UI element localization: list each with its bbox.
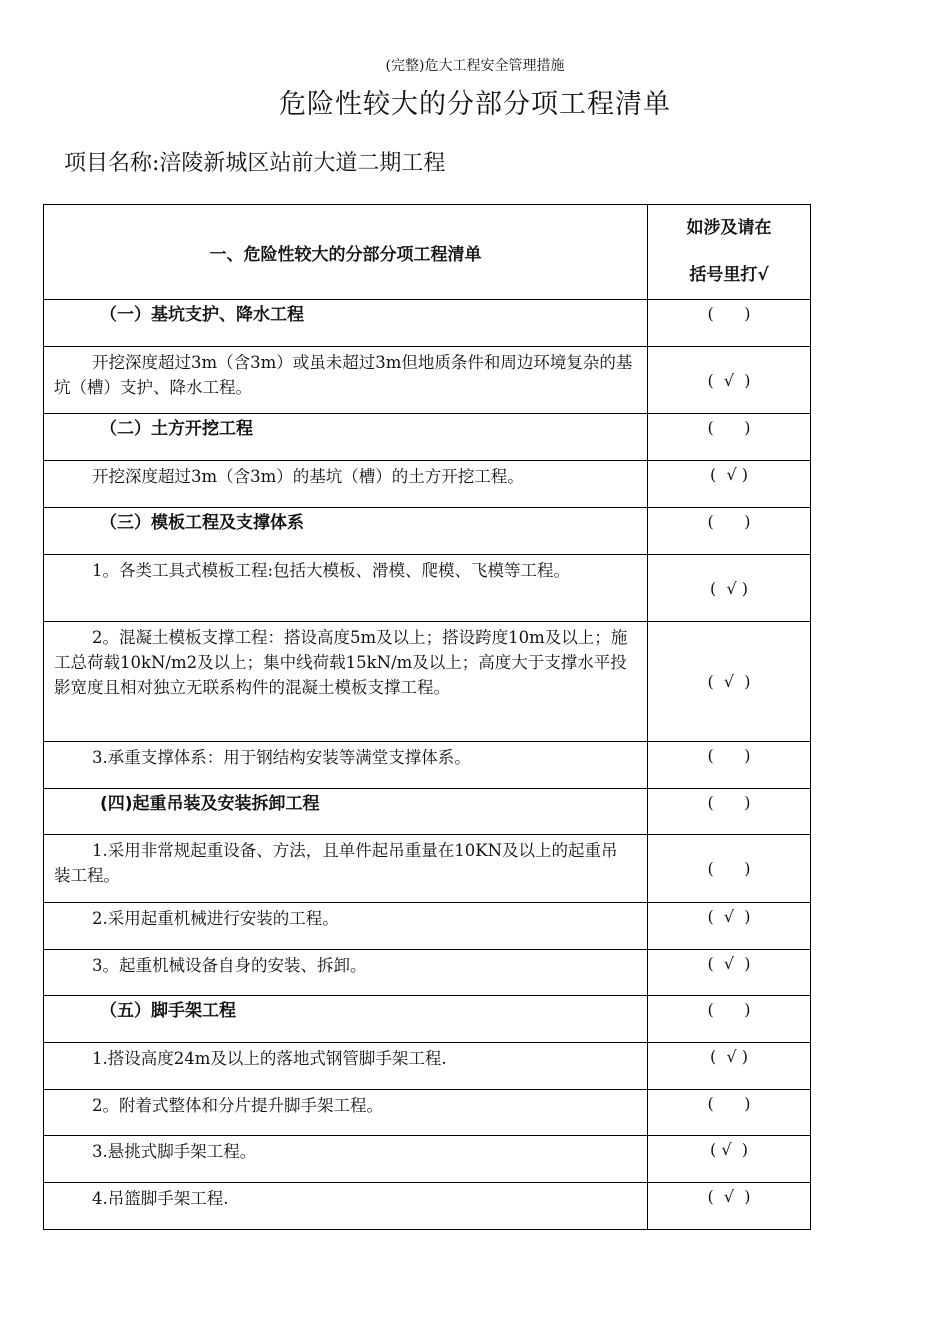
section-title: （三）模板工程及支撑体系 bbox=[44, 508, 648, 555]
check-mark-cell: ( √ ) bbox=[648, 461, 811, 508]
section-row bbox=[44, 508, 811, 555]
table-row bbox=[44, 1043, 811, 1090]
check-mark-cell: ( √ ) bbox=[648, 347, 811, 414]
check-mark-cell: ( √ ) bbox=[648, 950, 811, 996]
section-title: (四)起重吊装及安装拆卸工程 bbox=[44, 789, 648, 835]
check-mark-cell: ( ) bbox=[648, 835, 811, 903]
item-text: 1.采用非常规起重设备、方法，且单件起吊重量在10KN及以上的起重吊装工程。 bbox=[44, 835, 648, 903]
table-row bbox=[44, 1183, 811, 1230]
column-header-check bbox=[648, 205, 811, 300]
check-mark-cell: ( ) bbox=[648, 508, 811, 555]
section-row bbox=[44, 789, 811, 835]
project-name: 项目名称:涪陵新城区站前大道二期工程 bbox=[64, 151, 446, 176]
check-mark-cell: ( √ ) bbox=[648, 555, 811, 622]
table-row bbox=[44, 622, 811, 742]
document-header: (完整)危大工程安全管理措施 bbox=[385, 58, 565, 74]
section-title: （一）基坑支护、降水工程 bbox=[44, 300, 648, 347]
item-text: 开挖深度超过3m（含3m）的基坑（槽）的土方开挖工程。 bbox=[44, 461, 648, 508]
item-text: 2。混凝土模板支撑工程：搭设高度5m及以上；搭设跨度10m及以上；施工总荷载10kN/m2及以上；集中线荷载15kN/m及以上；高度大于支撑水平投影宽度且相对独立无联系构件的混凝土模板支撑工程。 bbox=[44, 622, 648, 742]
check-mark-cell: ( √ ) bbox=[648, 903, 811, 950]
section-row bbox=[44, 996, 811, 1043]
section-title: （五）脚手架工程 bbox=[44, 996, 648, 1043]
item-text: 开挖深度超过3m（含3m）或虽未超过3m但地质条件和周边环境复杂的基坑（槽）支护、降水工程。 bbox=[44, 347, 648, 414]
table-header-row bbox=[44, 205, 811, 300]
column-header-check-line2: 括号里打√ bbox=[689, 265, 769, 285]
column-header-check-line1: 如涉及请在 bbox=[686, 218, 772, 238]
column-header-list: 一、危险性较大的分部分项工程清单 bbox=[44, 205, 648, 300]
item-text: 2。附着式整体和分片提升脚手架工程。 bbox=[44, 1090, 648, 1136]
check-mark-cell: ( ) bbox=[648, 300, 811, 347]
table-row bbox=[44, 742, 811, 789]
item-text: 4.吊篮脚手架工程. bbox=[44, 1183, 648, 1230]
table-row bbox=[44, 950, 811, 996]
check-mark-cell: ( ) bbox=[648, 996, 811, 1043]
section-title: （二）土方开挖工程 bbox=[44, 414, 648, 461]
section-row bbox=[44, 414, 811, 461]
hazard-checklist-table bbox=[43, 204, 811, 1230]
check-mark-cell: ( √ ) bbox=[648, 1043, 811, 1090]
check-mark-cell: ( ) bbox=[648, 742, 811, 789]
table-row bbox=[44, 903, 811, 950]
table-row bbox=[44, 555, 811, 622]
item-text: 3.悬挑式脚手架工程。 bbox=[44, 1136, 648, 1183]
table-row bbox=[44, 835, 811, 903]
check-mark-cell: ( ) bbox=[648, 1090, 811, 1136]
check-mark-cell: ( √ ) bbox=[648, 1136, 811, 1183]
section-row bbox=[44, 300, 811, 347]
item-text: 2.采用起重机械进行安装的工程。 bbox=[44, 903, 648, 950]
item-text: 1.搭设高度24m及以上的落地式钢管脚手架工程. bbox=[44, 1043, 648, 1090]
check-mark-cell: ( ) bbox=[648, 414, 811, 461]
table-row bbox=[44, 1090, 811, 1136]
check-mark-cell: ( √ ) bbox=[648, 622, 811, 742]
table-row bbox=[44, 1136, 811, 1183]
item-text: 1。各类工具式模板工程:包括大模板、滑模、爬模、飞模等工程。 bbox=[44, 555, 648, 622]
page-title: 危险性较大的分部分项工程清单 bbox=[279, 89, 671, 120]
check-mark-cell: ( ) bbox=[648, 789, 811, 835]
table-row bbox=[44, 347, 811, 414]
table-row bbox=[44, 461, 811, 508]
item-text: 3。起重机械设备自身的安装、拆卸。 bbox=[44, 950, 648, 996]
check-mark-cell: ( √ ) bbox=[648, 1183, 811, 1230]
item-text: 3.承重支撑体系：用于钢结构安装等满堂支撑体系。 bbox=[44, 742, 648, 789]
